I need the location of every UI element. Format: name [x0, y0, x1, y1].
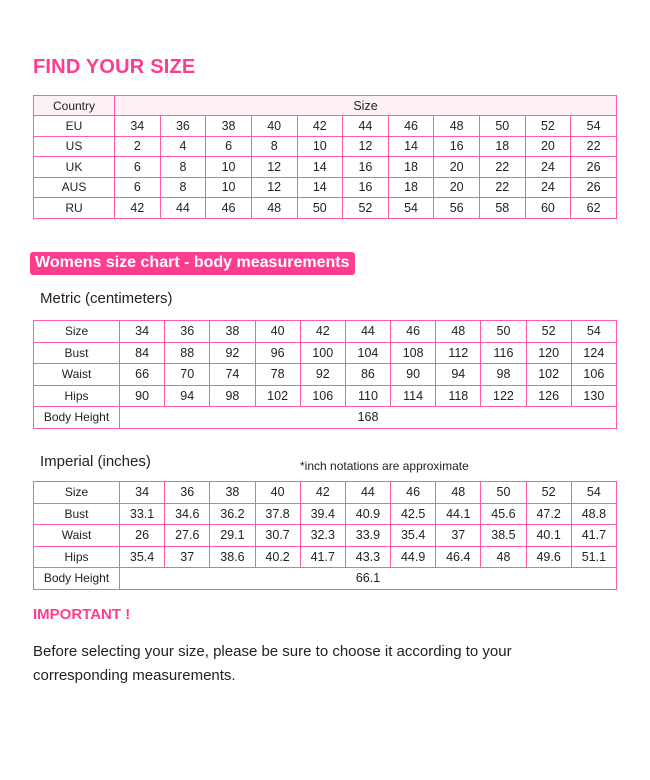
table-cell: 130	[571, 385, 616, 407]
table-cell: 10	[297, 136, 343, 157]
table-row	[34, 116, 617, 137]
table-cell: 33.9	[345, 525, 390, 547]
table-cell: 46	[206, 198, 252, 219]
table-cell: 104	[345, 342, 390, 364]
table-cell: 98	[210, 385, 255, 407]
table-cell: 46	[388, 116, 434, 137]
table-cell: 102	[255, 385, 300, 407]
table-cell: 62	[571, 198, 617, 219]
table-cell: 42	[297, 116, 343, 137]
table-cell: 48	[251, 198, 297, 219]
table-cell: 90	[391, 364, 436, 386]
table-cell: 24	[525, 157, 571, 178]
table-cell: 34	[120, 482, 165, 504]
table-cell: 66	[120, 364, 165, 386]
table-cell: 22	[480, 177, 526, 198]
table-cell: 18	[480, 136, 526, 157]
table-cell: 74	[210, 364, 255, 386]
table-cell: 40.1	[526, 525, 571, 547]
table-cell: 36	[165, 482, 210, 504]
table-cell: 108	[391, 342, 436, 364]
table-cell: 41.7	[300, 546, 345, 568]
table-cell: 44.9	[391, 546, 436, 568]
imperial-note: *inch notations are approximate	[300, 459, 469, 473]
table-cell: 36	[160, 116, 206, 137]
table-cell: 54	[571, 116, 617, 137]
table-cell: 10	[206, 177, 252, 198]
row-label: RU	[34, 198, 115, 219]
table-row	[34, 177, 617, 198]
table-row	[34, 525, 617, 547]
important-heading: IMPORTANT !	[33, 606, 131, 623]
table-cell: 41.7	[571, 525, 616, 547]
table-cell: 50	[297, 198, 343, 219]
table-cell: 38.6	[210, 546, 255, 568]
table-cell: 20	[434, 177, 480, 198]
table-cell: 114	[391, 385, 436, 407]
table-cell: 35.4	[120, 546, 165, 568]
table-cell: 34.6	[165, 503, 210, 525]
table-cell: 58	[480, 198, 526, 219]
imperial-measurements-table	[33, 481, 617, 590]
table-cell: 8	[251, 136, 297, 157]
table-cell: 48	[436, 321, 481, 343]
row-label: AUS	[34, 177, 115, 198]
table-cell: 18	[388, 177, 434, 198]
header-size: Size	[115, 96, 617, 116]
table-cell: 52	[526, 321, 571, 343]
table-row-body-height	[34, 407, 617, 429]
table-cell: 94	[436, 364, 481, 386]
table-cell: 10	[206, 157, 252, 178]
table-cell: 16	[343, 177, 389, 198]
table-cell: 110	[345, 385, 390, 407]
row-label: Waist	[34, 525, 120, 547]
table-cell: 48	[436, 482, 481, 504]
table-cell: 86	[345, 364, 390, 386]
table-cell: 6	[206, 136, 252, 157]
table-cell: 126	[526, 385, 571, 407]
table-cell: 56	[434, 198, 480, 219]
table-cell: 122	[481, 385, 526, 407]
table-cell: 94	[165, 385, 210, 407]
table-cell: 112	[436, 342, 481, 364]
table-cell: 70	[165, 364, 210, 386]
table-cell: 48	[481, 546, 526, 568]
table-cell: 40.9	[345, 503, 390, 525]
table-cell: 34	[120, 321, 165, 343]
table-cell: 42	[300, 321, 345, 343]
section-title: Womens size chart - body measurements	[30, 252, 355, 275]
table-row	[34, 503, 617, 525]
table-cell: 34	[115, 116, 161, 137]
table-cell: 100	[300, 342, 345, 364]
table-cell: 38.5	[481, 525, 526, 547]
table-cell: 46	[391, 321, 436, 343]
table-cell: 39.4	[300, 503, 345, 525]
table-cell: 88	[165, 342, 210, 364]
row-label: Hips	[34, 546, 120, 568]
row-label: Bust	[34, 503, 120, 525]
table-cell: 42	[300, 482, 345, 504]
table-cell: 90	[120, 385, 165, 407]
row-label: Waist	[34, 364, 120, 386]
table-cell: 54	[571, 482, 616, 504]
table-row	[34, 482, 617, 504]
table-row	[34, 321, 617, 343]
table-cell: 40.2	[255, 546, 300, 568]
table-row	[34, 385, 617, 407]
size-conversion-table	[33, 95, 617, 219]
table-cell: 84	[120, 342, 165, 364]
table-cell: 12	[251, 177, 297, 198]
table-cell: 48.8	[571, 503, 616, 525]
table-cell: 102	[526, 364, 571, 386]
row-label: EU	[34, 116, 115, 137]
table-cell: 51.1	[571, 546, 616, 568]
table-cell: 54	[571, 321, 616, 343]
table-cell: 26	[571, 157, 617, 178]
table-cell: 14	[297, 157, 343, 178]
table-cell: 46.4	[436, 546, 481, 568]
table-cell: 16	[434, 136, 480, 157]
table-cell: 22	[571, 136, 617, 157]
table-cell: 52	[525, 116, 571, 137]
table-row	[34, 157, 617, 178]
table-cell: 20	[525, 136, 571, 157]
page-title: FIND YOUR SIZE	[33, 56, 196, 78]
table-cell: 36	[165, 321, 210, 343]
table-cell: 8	[160, 157, 206, 178]
table-cell: 16	[343, 157, 389, 178]
table-cell: 6	[115, 157, 161, 178]
table-cell: 96	[255, 342, 300, 364]
table-cell: 47.2	[526, 503, 571, 525]
table-cell: 4	[160, 136, 206, 157]
row-label: US	[34, 136, 115, 157]
header-country: Country	[34, 96, 115, 116]
table-cell: 106	[571, 364, 616, 386]
table-cell: 30.7	[255, 525, 300, 547]
row-label: Hips	[34, 385, 120, 407]
table-cell: 42.5	[391, 503, 436, 525]
table-cell: 42	[115, 198, 161, 219]
table-cell: 8	[160, 177, 206, 198]
table-cell: 52	[526, 482, 571, 504]
table-cell: 98	[481, 364, 526, 386]
table-cell: 106	[300, 385, 345, 407]
table-cell: 26	[571, 177, 617, 198]
table-cell: 50	[481, 482, 526, 504]
table-cell: 44	[345, 321, 390, 343]
body-height-label: Body Height	[34, 407, 120, 429]
table-cell: 20	[434, 157, 480, 178]
body-height-value: 66.1	[120, 568, 617, 590]
table-cell: 124	[571, 342, 616, 364]
table-cell: 44	[345, 482, 390, 504]
table-cell: 38	[210, 321, 255, 343]
table-cell: 38	[210, 482, 255, 504]
table-cell: 27.6	[165, 525, 210, 547]
table-row	[34, 364, 617, 386]
row-label: Size	[34, 482, 120, 504]
table-cell: 48	[434, 116, 480, 137]
table-cell: 45.6	[481, 503, 526, 525]
table-cell: 49.6	[526, 546, 571, 568]
table-cell: 40	[251, 116, 297, 137]
table-cell: 29.1	[210, 525, 255, 547]
table-cell: 38	[206, 116, 252, 137]
table-cell: 36.2	[210, 503, 255, 525]
table-cell: 2	[115, 136, 161, 157]
imperial-label: Imperial (inches)	[40, 453, 151, 470]
body-height-value: 168	[120, 407, 617, 429]
table-cell: 37	[165, 546, 210, 568]
row-label: Bust	[34, 342, 120, 364]
table-cell: 92	[300, 364, 345, 386]
table-row-body-height	[34, 568, 617, 590]
table-cell: 44	[343, 116, 389, 137]
metric-measurements-table	[33, 320, 617, 429]
table-cell: 54	[388, 198, 434, 219]
table-cell: 116	[481, 342, 526, 364]
table-cell: 37.8	[255, 503, 300, 525]
table-cell: 118	[436, 385, 481, 407]
table-cell: 14	[297, 177, 343, 198]
table-cell: 18	[388, 157, 434, 178]
table-cell: 33.1	[120, 503, 165, 525]
table-cell: 52	[343, 198, 389, 219]
table-cell: 78	[255, 364, 300, 386]
table-cell: 12	[251, 157, 297, 178]
table-row	[34, 136, 617, 157]
table-cell: 50	[480, 116, 526, 137]
body-height-label: Body Height	[34, 568, 120, 590]
table-header-row	[34, 96, 617, 116]
table-cell: 14	[388, 136, 434, 157]
table-cell: 40	[255, 321, 300, 343]
table-cell: 44	[160, 198, 206, 219]
table-row	[34, 546, 617, 568]
table-cell: 44.1	[436, 503, 481, 525]
table-cell: 6	[115, 177, 161, 198]
table-cell: 46	[391, 482, 436, 504]
row-label: Size	[34, 321, 120, 343]
row-label: UK	[34, 157, 115, 178]
table-cell: 50	[481, 321, 526, 343]
table-cell: 60	[525, 198, 571, 219]
metric-label: Metric (centimeters)	[40, 290, 173, 307]
table-cell: 37	[436, 525, 481, 547]
table-cell: 32.3	[300, 525, 345, 547]
table-cell: 120	[526, 342, 571, 364]
table-cell: 35.4	[391, 525, 436, 547]
table-cell: 22	[480, 157, 526, 178]
important-text: Before selecting your size, please be sure to choose it according to your corresponding measurements.	[33, 643, 512, 684]
table-row	[34, 342, 617, 364]
table-cell: 43.3	[345, 546, 390, 568]
table-cell: 40	[255, 482, 300, 504]
table-cell: 12	[343, 136, 389, 157]
table-cell: 92	[210, 342, 255, 364]
table-cell: 24	[525, 177, 571, 198]
table-cell: 26	[120, 525, 165, 547]
table-row	[34, 198, 617, 219]
